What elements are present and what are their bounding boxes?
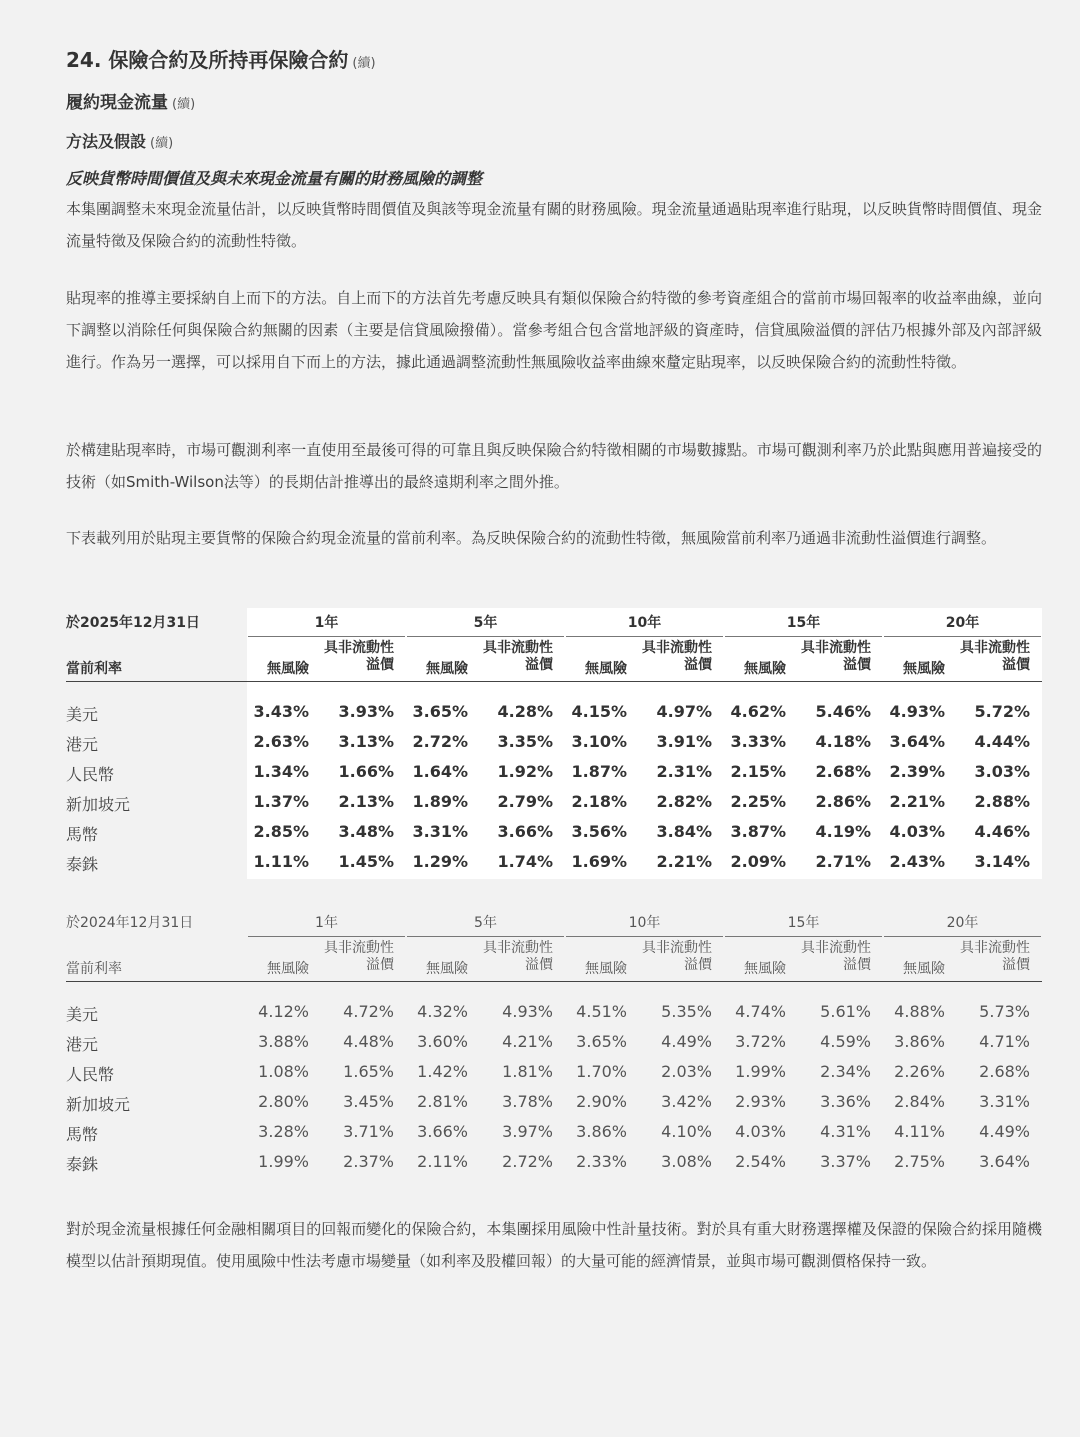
subsection-heading bbox=[66, 129, 173, 152]
rate-cell: 2.68% bbox=[815, 762, 871, 781]
page-title-text: 24. 保險合約及所持再保險合約 bbox=[66, 48, 349, 72]
currency-label: 新加坡元 bbox=[66, 795, 131, 814]
paragraph-table-intro: 下表載列用於貼現主要貨幣的保險合約現金流量的當前利率。為反映保險合約的流動性特徵，無風險當前利率乃通過非流動性溢價進行調整。 bbox=[66, 529, 997, 547]
rate-cell: 2.34% bbox=[820, 1062, 871, 1081]
rate-cell: 4.44% bbox=[974, 732, 1030, 751]
paragraph-market-observable-rates: 於構建貼現率時，市場可觀測利率一直使用至最後可得的可靠且與反映保險合約特徵相關的市場數據點。市場可觀測利率乃於此點與應用普遍接受的技術（如Smith-Wilson法等）的長期估計推導出的最終遠期利率之間外推。 bbox=[66, 441, 1042, 491]
rate-cell: 4.51% bbox=[576, 1002, 627, 1021]
currency-label: 人民幣 bbox=[66, 765, 115, 784]
currency-label: 人民幣 bbox=[66, 1065, 115, 1084]
rate-cell: 1.70% bbox=[576, 1062, 627, 1081]
rate-cell: 3.42% bbox=[661, 1092, 712, 1111]
rate-cell: 4.93% bbox=[889, 702, 945, 721]
term-underline bbox=[248, 636, 405, 637]
rate-cell: 4.10% bbox=[661, 1122, 712, 1141]
rate-cell: 2.88% bbox=[974, 792, 1030, 811]
rate-cell: 3.28% bbox=[258, 1122, 309, 1141]
rate-cell: 4.74% bbox=[735, 1002, 786, 1021]
currency-label: 馬幣 bbox=[66, 825, 99, 844]
rate-cell: 2.11% bbox=[417, 1152, 468, 1171]
premium-subheader-line1: 具非流動性 bbox=[801, 940, 871, 956]
rate-cell: 2.54% bbox=[735, 1152, 786, 1171]
rate-cell: 4.19% bbox=[815, 822, 871, 841]
rate-cell: 3.71% bbox=[343, 1122, 394, 1141]
term-header: 10年 bbox=[627, 615, 662, 631]
header-rule bbox=[66, 981, 1042, 982]
page-title bbox=[66, 44, 376, 73]
rate-cell: 3.13% bbox=[338, 732, 394, 751]
rate-cell: 4.03% bbox=[889, 822, 945, 841]
rate-cell: 1.92% bbox=[497, 762, 553, 781]
rate-cell: 1.69% bbox=[571, 852, 627, 871]
rate-cell: 3.03% bbox=[974, 762, 1030, 781]
subsection-heading-text: 方法及假設 bbox=[66, 132, 147, 151]
rate-cell: 3.31% bbox=[979, 1092, 1030, 1111]
rate-cell: 3.48% bbox=[338, 822, 394, 841]
riskfree-subheader: 無風險 bbox=[585, 961, 627, 977]
rate-cell: 3.14% bbox=[974, 852, 1030, 871]
premium-subheader-line2: 溢價 bbox=[684, 957, 712, 973]
currency-label: 美元 bbox=[66, 705, 99, 724]
rate-cell: 4.18% bbox=[815, 732, 871, 751]
rate-cell: 3.72% bbox=[735, 1032, 786, 1051]
term-underline bbox=[566, 936, 723, 937]
topic-heading: 反映貨幣時間價值及與未來現金流量有關的財務風險的調整 bbox=[66, 169, 483, 188]
term-underline bbox=[407, 936, 564, 937]
term-underline bbox=[884, 936, 1041, 937]
premium-subheader bbox=[620, 640, 712, 674]
rate-cell: 2.43% bbox=[889, 852, 945, 871]
currency-label: 新加坡元 bbox=[66, 1095, 131, 1114]
rate-cell: 2.21% bbox=[889, 792, 945, 811]
rate-cell: 2.39% bbox=[889, 762, 945, 781]
premium-subheader-line1: 具非流動性 bbox=[324, 940, 394, 956]
rate-cell: 3.97% bbox=[502, 1122, 553, 1141]
rate-cell: 2.03% bbox=[661, 1062, 712, 1081]
premium-subheader bbox=[938, 640, 1030, 674]
rate-cell: 3.84% bbox=[656, 822, 712, 841]
rate-cell: 1.42% bbox=[417, 1062, 468, 1081]
rate-cell: 4.93% bbox=[502, 1002, 553, 1021]
section-heading-text: 履約現金流量 bbox=[66, 93, 168, 113]
header-rule bbox=[66, 681, 1042, 682]
rate-cell: 2.79% bbox=[497, 792, 553, 811]
rate-cell: 1.08% bbox=[258, 1062, 309, 1081]
rate-cell: 3.60% bbox=[417, 1032, 468, 1051]
rate-cell: 1.64% bbox=[412, 762, 468, 781]
title-continued-note: (續) bbox=[352, 56, 376, 71]
term-header: 10年 bbox=[628, 915, 661, 931]
term-underline bbox=[725, 636, 882, 637]
rate-cell: 1.74% bbox=[497, 852, 553, 871]
rate-cell: 3.36% bbox=[820, 1092, 871, 1111]
premium-subheader bbox=[779, 940, 871, 974]
rate-cell: 2.26% bbox=[894, 1062, 945, 1081]
rate-cell: 4.15% bbox=[571, 702, 627, 721]
rate-cell: 2.81% bbox=[417, 1092, 468, 1111]
rate-cell: 2.71% bbox=[815, 852, 871, 871]
rate-cell: 3.66% bbox=[417, 1122, 468, 1141]
rate-cell: 3.37% bbox=[820, 1152, 871, 1171]
rate-cell: 2.63% bbox=[253, 732, 309, 751]
rate-cell: 1.37% bbox=[253, 792, 309, 811]
rate-cell: 4.62% bbox=[730, 702, 786, 721]
rate-cell: 5.35% bbox=[661, 1002, 712, 1021]
rate-cell: 3.86% bbox=[576, 1122, 627, 1141]
rate-cell: 2.33% bbox=[576, 1152, 627, 1171]
premium-subheader bbox=[302, 940, 394, 974]
riskfree-subheader: 無風險 bbox=[267, 961, 309, 977]
term-header: 20年 bbox=[945, 615, 980, 631]
rate-cell: 4.21% bbox=[502, 1032, 553, 1051]
rate-cell: 2.82% bbox=[656, 792, 712, 811]
term-header: 20年 bbox=[946, 915, 979, 931]
rate-cell: 5.72% bbox=[974, 702, 1030, 721]
table-date-label: 於2025年12月31日 bbox=[66, 615, 200, 631]
table-date-label: 於2024年12月31日 bbox=[66, 915, 194, 931]
rate-cell: 1.99% bbox=[735, 1062, 786, 1081]
rate-cell: 1.66% bbox=[338, 762, 394, 781]
rate-cell: 5.46% bbox=[815, 702, 871, 721]
rate-cell: 3.56% bbox=[571, 822, 627, 841]
rate-cell: 4.28% bbox=[497, 702, 553, 721]
rate-cell: 4.12% bbox=[258, 1002, 309, 1021]
premium-subheader-line1: 具非流動性 bbox=[642, 940, 712, 956]
premium-subheader-line1: 具非流動性 bbox=[324, 640, 394, 656]
premium-subheader-line2: 溢價 bbox=[1002, 657, 1030, 673]
premium-subheader-line1: 具非流動性 bbox=[483, 640, 553, 656]
rate-cell: 3.78% bbox=[502, 1092, 553, 1111]
currency-label: 馬幣 bbox=[66, 1125, 99, 1144]
section-continued-note: (續) bbox=[172, 97, 196, 112]
rate-cell: 3.64% bbox=[979, 1152, 1030, 1171]
term-underline bbox=[566, 636, 723, 637]
rate-cell: 1.45% bbox=[338, 852, 394, 871]
rate-cell: 1.99% bbox=[258, 1152, 309, 1171]
rate-cell: 2.18% bbox=[571, 792, 627, 811]
rate-cell: 4.49% bbox=[979, 1122, 1030, 1141]
premium-subheader-line2: 溢價 bbox=[684, 657, 712, 673]
paragraph-risk-neutral: 對於現金流量根據任何金融相關項目的回報而變化的保險合約，本集團採用風險中性計量技術。對於具有重大財務選擇權及保證的保險合約採用隨機模型以估計預期現值。使用風險中性法考慮市場變量（如利率及股權回報）的大量可能的經濟情景，並與市場可觀測價格保持一致。 bbox=[66, 1220, 1042, 1270]
term-underline bbox=[407, 636, 564, 637]
rate-cell: 2.15% bbox=[730, 762, 786, 781]
rate-cell: 2.13% bbox=[338, 792, 394, 811]
rate-cell: 3.87% bbox=[730, 822, 786, 841]
rate-cell: 3.43% bbox=[253, 702, 309, 721]
premium-subheader-line2: 溢價 bbox=[525, 657, 553, 673]
rate-cell: 2.68% bbox=[979, 1062, 1030, 1081]
premium-subheader bbox=[461, 640, 553, 674]
riskfree-subheader: 無風險 bbox=[744, 961, 786, 977]
rate-cell: 3.93% bbox=[338, 702, 394, 721]
premium-subheader bbox=[938, 940, 1030, 974]
rate-cell: 2.09% bbox=[730, 852, 786, 871]
riskfree-subheader: 無風險 bbox=[267, 661, 309, 677]
premium-subheader bbox=[461, 940, 553, 974]
term-header: 15年 bbox=[786, 615, 821, 631]
rate-cell: 2.37% bbox=[343, 1152, 394, 1171]
rate-cell: 4.31% bbox=[820, 1122, 871, 1141]
paragraph-top-down-approach: 貼現率的推導主要採納自上而下的方法。自上而下的方法首先考慮反映具有類似保險合約特徵的參考資產組合的當前市場回報率的收益率曲線，並向下調整以消除任何與保險合約無關的因素（主要是信貸風險撥備）。當參考組合包含當地評級的資產時，信貸風險溢價的評估乃根據外部及內部評級進行。作為另一選擇，可以採用自下而上的方法，據此通過調整流動性無風險收益率曲線來釐定貼現率，以反映保險合約的流動性特徵。 bbox=[66, 289, 1042, 371]
currency-label: 美元 bbox=[66, 1005, 99, 1024]
rate-cell: 3.33% bbox=[730, 732, 786, 751]
rate-cell: 2.31% bbox=[656, 762, 712, 781]
rate-cell: 3.64% bbox=[889, 732, 945, 751]
premium-subheader bbox=[779, 640, 871, 674]
rate-cell: 1.11% bbox=[253, 852, 309, 871]
premium-subheader-line2: 溢價 bbox=[366, 957, 394, 973]
rate-cell: 3.31% bbox=[412, 822, 468, 841]
rate-cell: 4.03% bbox=[735, 1122, 786, 1141]
rate-cell: 2.80% bbox=[258, 1092, 309, 1111]
rate-cell: 2.86% bbox=[815, 792, 871, 811]
currency-label: 港元 bbox=[66, 735, 99, 754]
premium-subheader-line2: 溢價 bbox=[843, 657, 871, 673]
riskfree-subheader: 無風險 bbox=[426, 961, 468, 977]
riskfree-subheader: 無風險 bbox=[744, 661, 786, 677]
riskfree-subheader: 無風險 bbox=[426, 661, 468, 677]
rate-cell: 2.84% bbox=[894, 1092, 945, 1111]
rate-cell: 3.65% bbox=[412, 702, 468, 721]
currency-label: 泰銖 bbox=[66, 1155, 99, 1174]
rate-cell: 2.85% bbox=[253, 822, 309, 841]
riskfree-subheader: 無風險 bbox=[903, 661, 945, 677]
term-underline bbox=[725, 936, 882, 937]
subsection-continued-note: (續) bbox=[150, 136, 174, 151]
currency-label: 港元 bbox=[66, 1035, 99, 1054]
premium-subheader-line2: 溢價 bbox=[525, 957, 553, 973]
rate-cell: 3.35% bbox=[497, 732, 553, 751]
term-header: 5年 bbox=[474, 915, 497, 931]
rate-cell: 3.10% bbox=[571, 732, 627, 751]
paragraph-adjustment-intro: 本集團調整未來現金流量估計，以反映貨幣時間價值及與該等現金流量有關的財務風險。現金流量通過貼現率進行貼現，以反映貨幣時間價值、現金流量特徵及保險合約的流動性特徵。 bbox=[66, 200, 1042, 250]
rate-cell: 1.29% bbox=[412, 852, 468, 871]
term-header: 1年 bbox=[315, 915, 338, 931]
premium-subheader-line1: 具非流動性 bbox=[801, 640, 871, 656]
rate-cell: 2.72% bbox=[412, 732, 468, 751]
currency-label: 泰銖 bbox=[66, 855, 99, 874]
rate-cell: 1.34% bbox=[253, 762, 309, 781]
premium-subheader bbox=[620, 940, 712, 974]
rate-cell: 1.89% bbox=[412, 792, 468, 811]
rate-cell: 2.93% bbox=[735, 1092, 786, 1111]
premium-subheader bbox=[302, 640, 394, 674]
rate-cell: 3.86% bbox=[894, 1032, 945, 1051]
rate-cell: 5.73% bbox=[979, 1002, 1030, 1021]
rate-cell: 2.75% bbox=[894, 1152, 945, 1171]
rates-table-2025 bbox=[66, 608, 1042, 879]
rate-cell: 2.90% bbox=[576, 1092, 627, 1111]
rate-cell: 4.72% bbox=[343, 1002, 394, 1021]
section-heading bbox=[66, 88, 195, 113]
rate-cell: 4.49% bbox=[661, 1032, 712, 1051]
rate-cell: 4.71% bbox=[979, 1032, 1030, 1051]
rate-cell: 3.66% bbox=[497, 822, 553, 841]
term-underline bbox=[248, 936, 405, 937]
rate-cell: 4.48% bbox=[343, 1032, 394, 1051]
premium-subheader-line1: 具非流動性 bbox=[960, 940, 1030, 956]
term-header: 1年 bbox=[314, 615, 339, 631]
riskfree-subheader: 無風險 bbox=[903, 961, 945, 977]
term-header: 15年 bbox=[787, 915, 820, 931]
rate-cell: 1.87% bbox=[571, 762, 627, 781]
rate-cell: 3.91% bbox=[656, 732, 712, 751]
rate-cell: 4.32% bbox=[417, 1002, 468, 1021]
premium-subheader-line1: 具非流動性 bbox=[960, 640, 1030, 656]
rate-cell: 4.11% bbox=[894, 1122, 945, 1141]
premium-subheader-line2: 溢價 bbox=[1002, 957, 1030, 973]
rate-cell: 5.61% bbox=[820, 1002, 871, 1021]
premium-subheader-line1: 具非流動性 bbox=[642, 640, 712, 656]
rate-cell: 1.81% bbox=[502, 1062, 553, 1081]
rate-cell: 4.46% bbox=[974, 822, 1030, 841]
premium-subheader-line2: 溢價 bbox=[366, 657, 394, 673]
current-rate-label: 當前利率 bbox=[66, 661, 122, 677]
current-rate-label: 當前利率 bbox=[66, 961, 122, 977]
term-underline bbox=[884, 636, 1041, 637]
rate-cell: 4.97% bbox=[656, 702, 712, 721]
rate-cell: 2.25% bbox=[730, 792, 786, 811]
rate-cell: 2.72% bbox=[502, 1152, 553, 1171]
rate-cell: 3.45% bbox=[343, 1092, 394, 1111]
premium-subheader-line1: 具非流動性 bbox=[483, 940, 553, 956]
premium-subheader-line2: 溢價 bbox=[843, 957, 871, 973]
rate-cell: 3.65% bbox=[576, 1032, 627, 1051]
rates-table-2024 bbox=[66, 908, 1042, 1179]
rate-cell: 4.59% bbox=[820, 1032, 871, 1051]
rate-cell: 3.88% bbox=[258, 1032, 309, 1051]
rate-cell: 3.08% bbox=[661, 1152, 712, 1171]
term-header: 5年 bbox=[473, 615, 498, 631]
rate-cell: 4.88% bbox=[894, 1002, 945, 1021]
rate-cell: 2.21% bbox=[656, 852, 712, 871]
rate-cell: 1.65% bbox=[343, 1062, 394, 1081]
riskfree-subheader: 無風險 bbox=[585, 661, 627, 677]
